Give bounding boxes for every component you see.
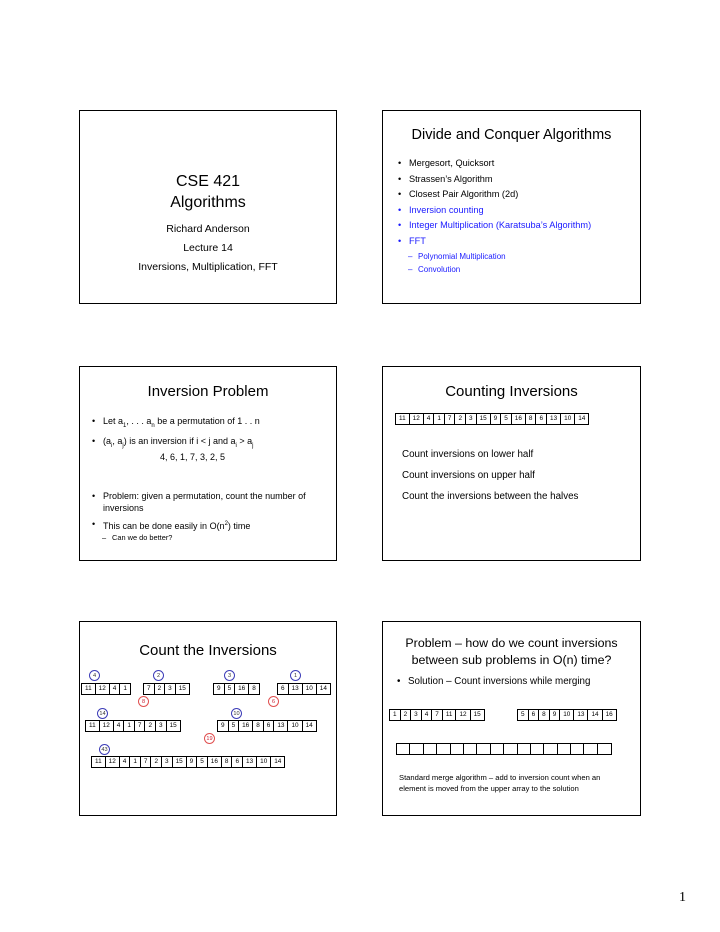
slide2-bullets bbox=[396, 157, 591, 277]
row1-group bbox=[143, 683, 190, 695]
array-cell: 14 bbox=[305, 722, 313, 729]
array-cell bbox=[598, 744, 611, 754]
array-cell: 16 bbox=[239, 721, 253, 731]
array-cell: 10 bbox=[561, 414, 575, 424]
array-cell: 16 bbox=[605, 711, 613, 718]
row2-group bbox=[85, 720, 181, 732]
array-cell: 13 bbox=[274, 721, 288, 731]
array-cell: 5 bbox=[501, 414, 512, 424]
array-cell: 15 bbox=[173, 757, 187, 767]
bullet: • Strassen’s Algorithm bbox=[396, 173, 591, 185]
array-cell: 8 bbox=[526, 414, 537, 424]
array-cell: 2 bbox=[401, 710, 412, 720]
slide4-line-upper: Count inversions on upper half bbox=[402, 470, 535, 481]
array-cell: 15 bbox=[169, 722, 177, 729]
slide6-note: Standard merge algorithm – add to inversion count when an element is moved from the upper array to the solution bbox=[399, 773, 601, 793]
array-cell: 13 bbox=[289, 684, 303, 694]
array-cell: 1 bbox=[130, 757, 141, 767]
array-cell: 12 bbox=[106, 757, 120, 767]
array-cell: 10 bbox=[303, 684, 317, 694]
bullet-permutation: • Let $a_1$, . . . $a_n$ be a permutation of 1 . . n bbox=[90, 415, 330, 432]
array-cell: 3 bbox=[466, 414, 477, 424]
array-cell: 8 bbox=[253, 721, 264, 731]
array-cell: 8 bbox=[539, 710, 550, 720]
array-cell: 6 bbox=[278, 684, 289, 694]
array-cell bbox=[504, 744, 517, 754]
array-cell: 10 bbox=[560, 710, 574, 720]
bullet: • Closest Pair Algorithm (2d) bbox=[396, 188, 591, 200]
array-cell: 1 bbox=[124, 721, 135, 731]
array-cell: 16 bbox=[512, 414, 526, 424]
bullet: • Integer Multiplication (Karatsuba’s Algorithm) bbox=[396, 219, 591, 231]
slide3-bullets bbox=[90, 415, 330, 456]
row1-group bbox=[81, 683, 131, 695]
array-cell: 7 bbox=[135, 721, 146, 731]
array-cell: 16 bbox=[208, 757, 222, 767]
array-cell bbox=[571, 744, 584, 754]
right-array bbox=[517, 709, 617, 721]
array-cell: 9 bbox=[218, 721, 229, 731]
left-array bbox=[389, 709, 485, 721]
solution-array bbox=[396, 743, 612, 755]
slide3-example: 4, 6, 1, 7, 3, 2, 5 bbox=[160, 452, 226, 462]
slide1-topic: Inversions, Multiplication, FFT bbox=[138, 261, 278, 273]
array-cell: 11 bbox=[443, 710, 457, 720]
array-cell bbox=[544, 744, 557, 754]
array-cell: 15 bbox=[477, 414, 491, 424]
count-circle: 14 bbox=[97, 708, 108, 719]
array-cell: 2 bbox=[151, 757, 162, 767]
array-cell: 3 bbox=[165, 684, 176, 694]
array-cell: 7 bbox=[144, 684, 155, 694]
array-cell: 11 bbox=[82, 684, 96, 694]
bullet-complexity: • This can be done easily in $O(n^2)$ time bbox=[90, 518, 330, 532]
array-cell: 11 bbox=[86, 721, 100, 731]
slide-count-the-inversions bbox=[79, 621, 337, 816]
array-cell: 4 bbox=[422, 710, 433, 720]
array-cell: 15 bbox=[178, 685, 186, 692]
array-cell bbox=[424, 744, 437, 754]
merge-count-circle: 8 bbox=[138, 696, 149, 707]
array-cell: 4 bbox=[120, 757, 131, 767]
array-cell: 13 bbox=[243, 757, 257, 767]
array-cell: 5 bbox=[518, 710, 529, 720]
page-number: 1 bbox=[679, 890, 686, 905]
count-circle: 2 bbox=[153, 670, 164, 681]
array-cell: 10 bbox=[257, 757, 271, 767]
sub-bullet: – Can we do better? bbox=[90, 532, 330, 543]
array-cell: 13 bbox=[574, 710, 588, 720]
array-cell: 14 bbox=[319, 685, 327, 692]
slide1-title-line2: Algorithms bbox=[170, 194, 246, 211]
slide4-array bbox=[395, 413, 589, 425]
array-cell: 5 bbox=[225, 684, 236, 694]
slide6-title-line1: Problem – how do we count inversions bbox=[405, 636, 618, 650]
array-cell: 12 bbox=[456, 710, 470, 720]
array-cell bbox=[437, 744, 450, 754]
slide6-bullets bbox=[395, 676, 590, 692]
array-cell: 4 bbox=[110, 684, 121, 694]
bullet: • Inversion counting bbox=[396, 204, 591, 216]
array-cell: 9 bbox=[491, 414, 502, 424]
count-circle: 43 bbox=[99, 744, 110, 755]
slide4-line-lower: Count inversions on lower half bbox=[402, 449, 534, 460]
array-cell: 6 bbox=[264, 721, 275, 731]
array-cell: 3 bbox=[162, 757, 173, 767]
count-circle: 1 bbox=[290, 670, 301, 681]
array-cell: 14 bbox=[274, 758, 282, 765]
array-cell: 7 bbox=[141, 757, 152, 767]
slide5-title: Count the Inversions bbox=[139, 642, 277, 659]
array-cell: 13 bbox=[547, 414, 561, 424]
slide1-title-line1: CSE 421 bbox=[175, 173, 241, 190]
slide-title bbox=[79, 110, 337, 304]
bullet-solution: • Solution – Count inversions while merging bbox=[395, 676, 590, 688]
slide2-title: Divide and Conquer Algorithms bbox=[411, 127, 612, 143]
array-cell: 11 bbox=[92, 757, 106, 767]
row2-group bbox=[217, 720, 317, 732]
slide1-lecture: Lecture 14 bbox=[183, 242, 233, 254]
array-cell: 7 bbox=[445, 414, 456, 424]
array-cell bbox=[410, 744, 423, 754]
slide6-title-line2: between sub problems in O(n) time? bbox=[411, 653, 612, 667]
array-cell: 5 bbox=[197, 757, 208, 767]
array-cell: 3 bbox=[156, 721, 167, 731]
row1-group bbox=[213, 683, 260, 695]
array-cell: 4 bbox=[114, 721, 125, 731]
count-circle: 3 bbox=[224, 670, 235, 681]
array-cell bbox=[558, 744, 571, 754]
array-cell: 9 bbox=[214, 684, 225, 694]
array-cell: 14 bbox=[588, 710, 602, 720]
sub-bullet: – Polynomial Multiplication bbox=[396, 251, 591, 262]
array-cell bbox=[491, 744, 504, 754]
array-cell: 2 bbox=[455, 414, 466, 424]
array-cell bbox=[531, 744, 544, 754]
bullet-inversion-def: • ($a_i$, $a_j$) is an inversion if i < j and $a_i > a_j$ bbox=[90, 435, 330, 452]
bullet: • FFT bbox=[396, 235, 591, 247]
slide-merge-problem bbox=[382, 621, 641, 816]
array-cell: 8 bbox=[222, 757, 233, 767]
array-cell bbox=[397, 744, 410, 754]
array-cell: 6 bbox=[232, 757, 243, 767]
count-circle: 4 bbox=[89, 670, 100, 681]
row1-group bbox=[277, 683, 331, 695]
array-cell bbox=[584, 744, 597, 754]
array-cell: 1 bbox=[123, 685, 127, 692]
row3-group bbox=[91, 756, 285, 768]
array-cell: 9 bbox=[187, 757, 198, 767]
sub-bullet: – Convolution bbox=[396, 264, 591, 275]
slide1-author: Richard Anderson bbox=[166, 223, 250, 235]
array-cell bbox=[464, 744, 477, 754]
array-cell: 6 bbox=[536, 414, 547, 424]
merge-count-circle: 6 bbox=[268, 696, 279, 707]
array-cell: 14 bbox=[578, 415, 586, 422]
array-cell: 2 bbox=[155, 684, 166, 694]
array-cell: 16 bbox=[235, 684, 249, 694]
array-cell: 15 bbox=[473, 711, 481, 718]
bullet: • Mergesort, Quicksort bbox=[396, 157, 591, 169]
array-cell: 5 bbox=[229, 721, 240, 731]
array-cell: 1 bbox=[390, 710, 401, 720]
array-cell: 12 bbox=[96, 684, 110, 694]
array-cell: 8 bbox=[252, 685, 256, 692]
array-cell bbox=[477, 744, 490, 754]
array-cell: 12 bbox=[100, 721, 114, 731]
array-cell: 2 bbox=[145, 721, 156, 731]
bullet-problem: • Problem: given a permutation, count the number of inversions bbox=[90, 490, 330, 514]
merge-count-circle: 19 bbox=[204, 733, 215, 744]
array-cell: 3 bbox=[411, 710, 422, 720]
array-cell: 10 bbox=[288, 721, 302, 731]
slide3-title: Inversion Problem bbox=[147, 383, 269, 400]
slide4-title: Counting Inversions bbox=[445, 383, 578, 400]
array-cell: 9 bbox=[550, 710, 561, 720]
array-cell bbox=[518, 744, 531, 754]
slide-counting-inversions bbox=[382, 366, 641, 561]
count-circle: 10 bbox=[231, 708, 242, 719]
array-cell: 1 bbox=[434, 414, 445, 424]
array-cell: 11 bbox=[396, 414, 410, 424]
array-cell: 4 bbox=[424, 414, 435, 424]
array-cell: 6 bbox=[529, 710, 540, 720]
array-cell: 12 bbox=[410, 414, 424, 424]
array-cell bbox=[451, 744, 464, 754]
array-cell: 7 bbox=[432, 710, 443, 720]
slide-inversion-problem bbox=[79, 366, 337, 561]
slide4-line-between: Count the inversions between the halves bbox=[402, 491, 579, 502]
slide3-bullets-2 bbox=[90, 490, 330, 545]
slide-divide-and-conquer bbox=[382, 110, 641, 304]
